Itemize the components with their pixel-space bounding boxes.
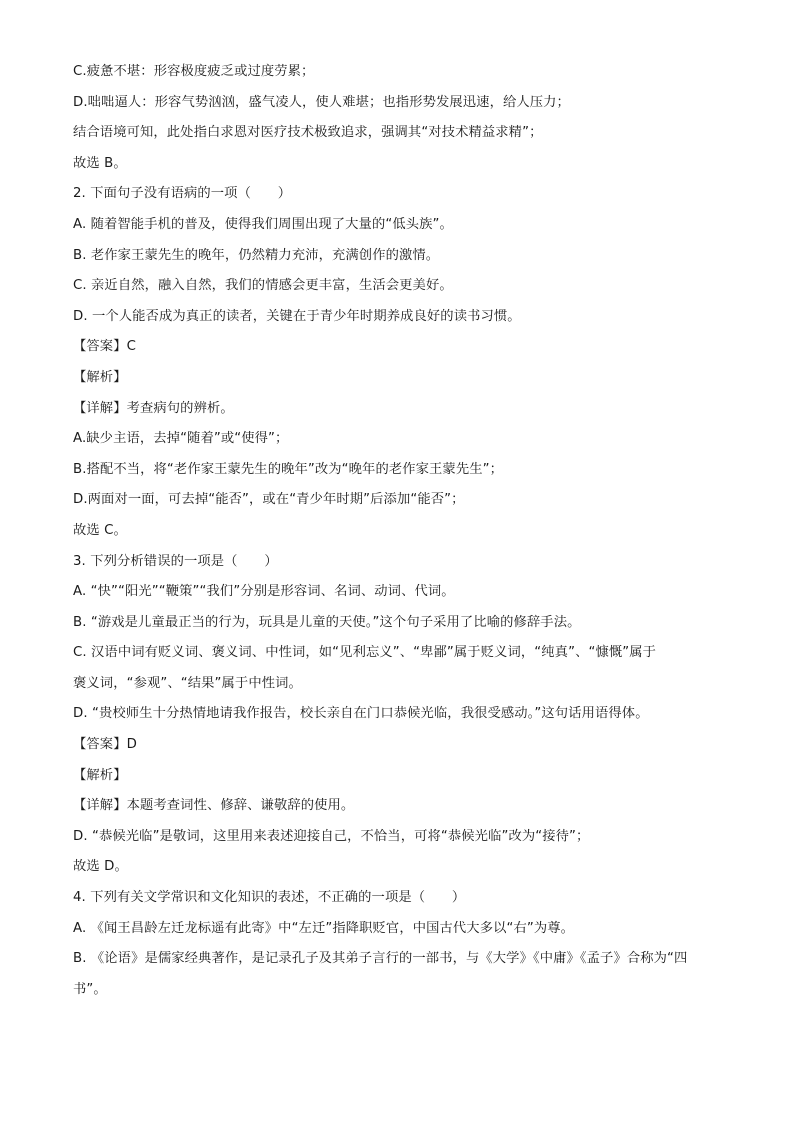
question-3-detail-d: D. “恭候光临”是敬词，这里用来表述迎接自己，不恰当，可将“恭候光临”改为“接待”； [73,828,590,844]
question-2-detail-b: B.搭配不当，将“老作家王蒙先生的晚年”改为“晚年的老作家王蒙先生”； [73,461,504,477]
question-4-option-a: A. 《闻王昌龄左迁龙标遥有此寄》中“左迁”指降职贬官，中国古代大多以“右”为尊。 [73,920,575,936]
question-2-analysis-heading: 【解析】 [73,369,127,385]
question-4-option-b: B. 《论语》是儒家经典著作，是记录孔子及其弟子言行的一部书，与《大学》《中庸》《孟子》合称为“四 [73,951,688,967]
question-2-option-c: C. 亲近自然，融入自然，我们的情感会更丰富，生活会更美好。 [73,278,453,294]
question-3-option-c: C. 汉语中词有贬义词、褒义词、中性词，如“见利忘义”、“卑鄙”属于贬义词，“纯真”、“慷慨”属于 [73,645,657,661]
question-3-option-b: B. “游戏是儿童最正当的行为，玩具是儿童的天使。”这个句子采用了比喻的修辞手法。 [73,614,581,630]
question-2-detail-d: D.两面对一面，可去掉“能否”，或在“青少年时期”后添加“能否”； [73,492,465,508]
context-conclusion: 结合语境可知，此处指白求恩对医疗技术极致追求，强调其“对技术精益求精”； [73,125,543,141]
question-2-option-b: B. 老作家王蒙先生的晚年，仍然精力充沛，充满创作的激情。 [73,247,440,263]
question-4-stem: 4. 下列有关文学常识和文化知识的表述，不正确的一项是（ ） [73,890,466,906]
question-3-option-a: A. “快”“阳光”“鞭策”“我们”分别是形容词、名词、动词、代词。 [73,584,455,600]
answer-choice: 故选 B。 [73,155,127,171]
option-c-explanation: C.疲惫不堪：形容极度疲乏或过度劳累； [73,64,315,79]
question-2-option-a: A. 随着智能手机的普及，使得我们周围出现了大量的“低头族”。 [73,216,453,232]
document-body [73,63,723,1011]
question-3-analysis-heading: 【解析】 [73,767,127,783]
question-2-answer: 【答案】C [73,339,136,355]
question-2-option-d: D. 一个人能否成为真正的读者，关键在于青少年时期养成良好的读书习惯。 [73,308,521,324]
question-2-stem: 2. 下面句子没有语病的一项（ ） [73,186,292,202]
question-3-stem: 3. 下列分析错误的一项是（ ） [73,553,278,569]
question-3-detail: 【详解】本题考查词性、修辞、谦敬辞的使用。 [73,798,355,814]
question-2-detail: 【详解】考查病句的辨析。 [73,400,234,416]
question-4-option-b-continued: 书”。 [73,981,107,997]
question-3-option-d: D. “贵校师生十分热情地请我作报告，校长亲自在门口恭候光临，我很受感动。”这句话用语得体。 [73,706,649,722]
question-2-choice: 故选 C。 [73,522,127,538]
question-3-option-c-continued: 褒义词，“参观”、“结果”属于中性词。 [73,675,302,691]
option-d-explanation: D.咄咄逼人：形容气势汹汹，盛气凌人，使人难堪；也指形势发展迅速，给人压力； [73,94,570,110]
question-2-detail-a: A.缺少主语，去掉“随着”或“使得”； [73,431,289,447]
question-3-answer: 【答案】D [73,737,137,753]
question-3-choice: 故选 D。 [73,859,128,875]
